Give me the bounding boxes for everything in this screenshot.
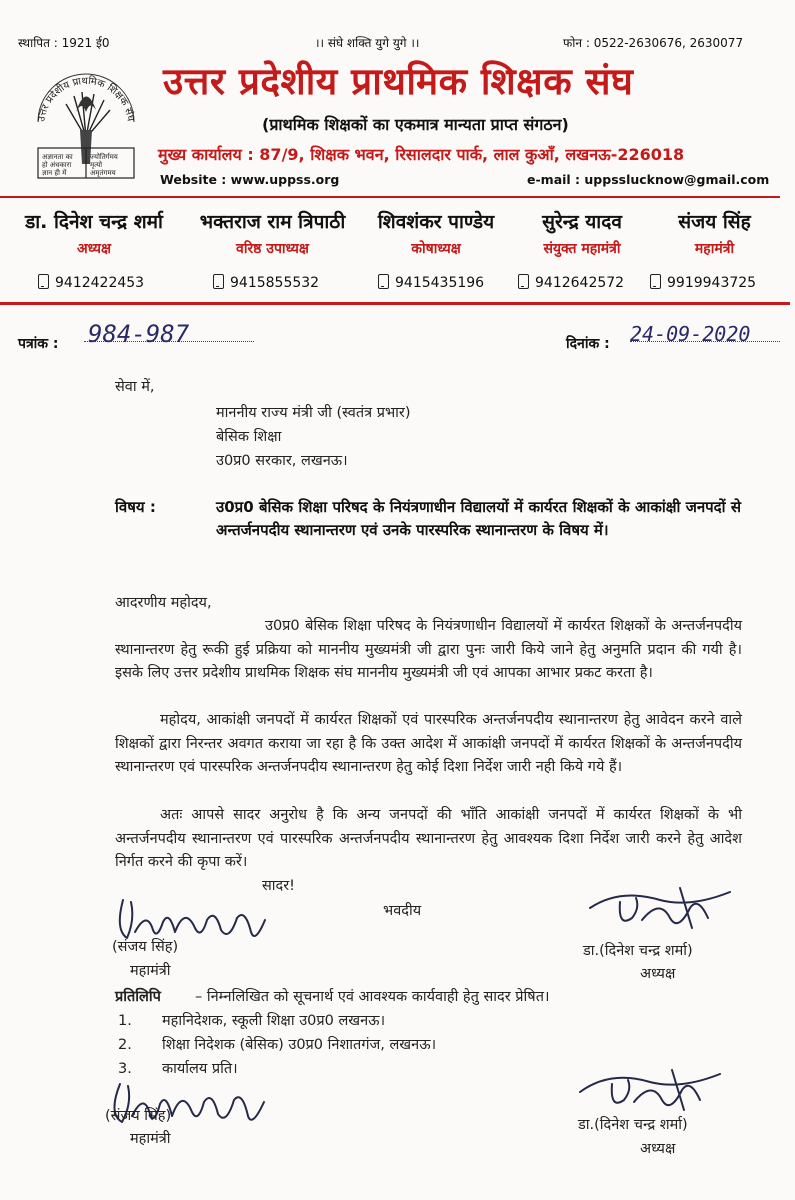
recipient-to: सेवा में, — [115, 379, 155, 395]
motto: ।। संघे शक्ति युगे युगे ।। — [315, 36, 420, 50]
officer-name: भक्तराज राम त्रिपाठी — [199, 211, 346, 233]
paragraph-1: उ0प्र0 बेसिक शिक्षा परिषद के नियंत्रणाधीन विद्यालयों में कार्यरत शिक्षकों के अन्तर्जनपदीय स्थानान्तरण हेतु रूकी हुई प्रक्रिया को माननीय मुख्यमंत्री जी द्वारा पुनः जारी किये जाने हेतु अनुमति प्रदान की गयी है। इसके लिए उत्तर प्रदेशीय प्राथमिक शिक्षक संघ माननीय मुख्यमंत्री जी एवं आपका आभार प्रकट करता है। — [115, 618, 742, 681]
logo-text-2: हो अंधकारा — [42, 161, 72, 169]
officer-post: वरिष्ठ उपाध्यक्ष — [236, 241, 309, 257]
mobile-phone-icon — [518, 274, 529, 289]
officer-post: महामंत्री — [694, 241, 735, 257]
logo-text-3: ज्ञान ही में — [42, 169, 67, 177]
date-label: दिनांक : — [566, 336, 610, 352]
established-year: स्थापित : 1921 ई0 — [18, 36, 110, 50]
website: Website : www.uppss.org — [160, 172, 340, 187]
officer-post: कोषाध्यक्ष — [411, 241, 461, 257]
officer-name: शिवशंकर पाण्डेय — [377, 211, 495, 233]
email: e-mail : uppsslucknow@gmail.com — [527, 172, 770, 187]
copy-item-1: महानिदेशक, स्कूली शिक्षा उ0प्र0 लखनऊ। — [162, 1013, 386, 1029]
mobile-phone-icon — [38, 274, 49, 289]
officer-1 — [5, 208, 183, 258]
signature-dinesh-sharma-2 — [570, 1058, 730, 1118]
date-value: 24-09-2020 — [630, 322, 751, 346]
officer-2-phone: 9415855532 — [213, 274, 319, 291]
officer-3-phone: 9415435196 — [378, 274, 484, 291]
officer-name: डा. दिनेश चन्द्र शर्मा — [25, 211, 163, 233]
copy-item-3-num: 3. — [118, 1061, 132, 1077]
copy-item-3: कार्यालय प्रति। — [162, 1061, 238, 1077]
signatory-left-post-2: महामंत्री — [130, 1131, 171, 1147]
signatory-left-name: (संजय सिंह) — [112, 939, 179, 955]
officers-divider — [0, 302, 790, 305]
recipient-line-1: माननीय राज्य मंत्री जी (स्वतंत्र प्रभार) — [216, 405, 411, 421]
copy-item-2-num: 2. — [118, 1037, 132, 1053]
officer-5-phone: 9919943725 — [650, 274, 756, 291]
officer-2 — [185, 208, 360, 258]
officer-post: अध्यक्ष — [76, 241, 112, 257]
header-phone: फोन : 0522-2630676, 2630077 — [563, 36, 744, 50]
signature-dinesh-sharma — [580, 878, 740, 938]
officer-name: संजय सिंह — [678, 211, 751, 233]
logo-text-1: अज्ञानता का — [42, 153, 73, 161]
organization-logo — [18, 52, 153, 192]
recipient-line-3: उ0प्र0 सरकार, लखनऊ। — [216, 453, 348, 469]
signatory-left-post: महामंत्री — [130, 963, 171, 979]
officer-3 — [360, 208, 512, 258]
copy-item-1-num: 1. — [118, 1013, 132, 1029]
signatory-right-name-2: डा.(दिनेश चन्द्र शर्मा) — [578, 1117, 688, 1133]
signatory-left-name-2: (संजय सिंह) — [105, 1108, 172, 1124]
org-subtitle: (प्राथमिक शिक्षकों का एकमात्र मान्यता प्राप्त संगठन) — [262, 115, 569, 134]
logo-text-5: मृत्यो — [90, 161, 103, 169]
officer-4 — [512, 208, 652, 258]
officer-name: सुरेन्द्र यादव — [542, 211, 622, 233]
header-divider — [0, 196, 780, 198]
logo-text-6: अमृतंगमय — [90, 169, 116, 177]
closing: सादर! — [262, 878, 296, 894]
signatory-right-post-2: अध्यक्ष — [640, 1141, 676, 1157]
paragraph-3: अतः आपसे सादर अनुरोध है कि अन्य जनपदों की भाँति आकांक्षी जनपदों में कार्यरत शिक्षकों के भी अन्तर्जनपदीय स्थानान्तरण एवं पारस्परिक अन्तर्जनपदीय स्थानान्तरण हेतु आवश्यक दिशा निर्देश जारी करने हेतु आदेश निर्गत करने की कृपा करें। — [115, 807, 742, 870]
officer-4-phone: 9412642572 — [518, 274, 624, 291]
salutation: आदरणीय महोदय, — [115, 595, 212, 611]
mobile-phone-icon — [213, 274, 224, 289]
officer-post: संयुक्त महामंत्री — [543, 241, 621, 257]
subject-label: विषय : — [115, 498, 156, 516]
svg-text:उत्तर प्रदेशीय प्राथमिक शिक्षक: उत्तर प्रदेशीय प्राथमिक शिक्षक संघ — [36, 75, 136, 123]
paragraph-2: महोदय, आकांक्षी जनपदों में कार्यरत शिक्षकों एवं पारस्परिक अन्तर्जनपदीय स्थानान्तरण हेतु आवेदन करने वाले शिक्षकों द्वारा निरन्तर अवगत कराया जा रहा है कि उक्त आदेश में आकांक्षी जनपदों में कार्यरत शिक्षकों के अन्तर्जनपदीय स्थानान्तरण एवं पारस्परिक अन्तर्जनपदीय स्थानान्तरण हेतु कोई दिशा निर्देश जारी नही किये गये हैं। — [115, 712, 742, 775]
signatory-right-name: डा.(दिनेश चन्द्र शर्मा) — [583, 943, 693, 959]
copy-intro: – निम्नलिखित को सूचनार्थ एवं आवश्यक कार्यवाही हेतु सादर प्रेषित। — [195, 989, 550, 1005]
mobile-phone-icon — [378, 274, 389, 289]
org-address: मुख्य कार्यालय : 87/9, शिक्षक भवन, रिसालदार पार्क, लाल कुआँ, लखनऊ-226018 — [158, 145, 685, 164]
org-name: उत्तर प्रदेशीय प्राथमिक शिक्षक संघ — [163, 60, 634, 103]
copy-label: प्रतिलिपि — [115, 989, 161, 1005]
yours-faithfully: भवदीय — [383, 903, 422, 919]
copy-item-2: शिक्षा निदेशक (बेसिक) उ0प्र0 निशातगंज, लखनऊ। — [162, 1037, 437, 1053]
officer-1-phone: 9412422453 — [38, 274, 144, 291]
officer-5 — [652, 208, 777, 258]
logo-text-4: ज्योतिर्गमय — [90, 153, 118, 161]
subject-text: उ0प्र0 बेसिक शिक्षा परिषद के नियंत्रणाधीन विद्यालयों में कार्यरत शिक्षकों के आकांक्षी जनपदों से अन्तर्जनपदीय स्थानान्तरण एवं उनके पारस्परिक स्थानान्तरण के विषय में। — [216, 498, 741, 539]
signatory-right-post: अध्यक्ष — [640, 966, 676, 982]
mobile-phone-icon — [650, 274, 661, 289]
recipient-line-2: बेसिक शिक्षा — [216, 429, 282, 445]
reference-number: 984-987 — [88, 320, 190, 348]
reference-label: पत्रांक : — [18, 336, 59, 352]
